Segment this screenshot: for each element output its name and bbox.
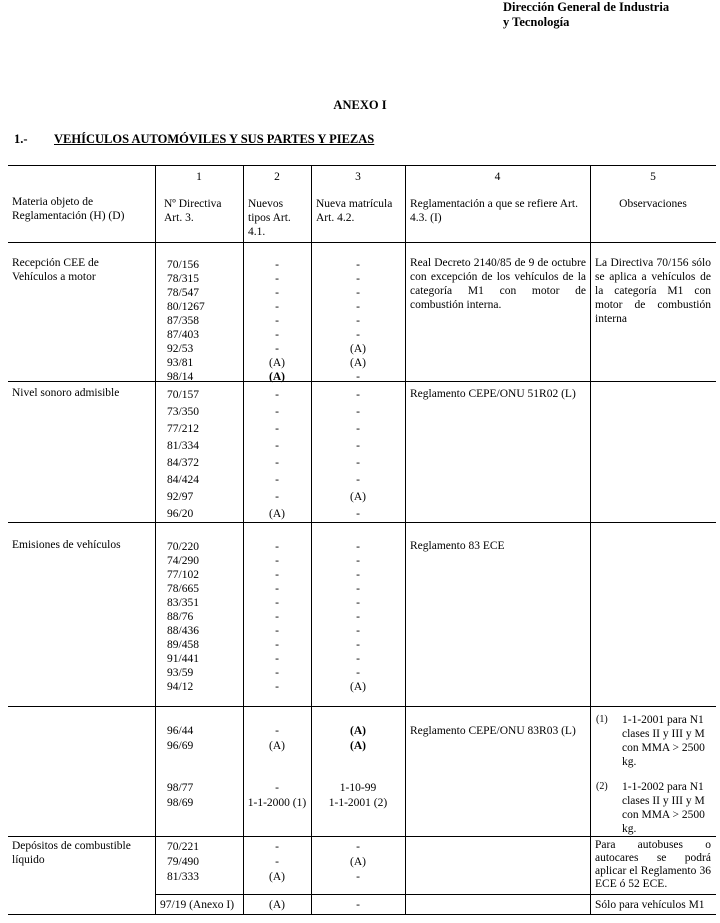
table-bottom-rule	[8, 914, 716, 915]
directiva-list: 70/221 79/490 81/333	[167, 841, 199, 883]
column-header-reglamentacion: Reglamentación a que se refiere Art. 4.3. (I)	[410, 198, 578, 224]
column-number: 2	[274, 171, 280, 183]
row-rule	[8, 836, 716, 837]
column-header-observaciones: Observaciones	[619, 198, 687, 210]
column-rule	[590, 165, 591, 914]
row-reglamentacion: Reglamento 83 ECE	[410, 540, 505, 552]
row-materia: Recepción CEE de Vehículos a motor	[12, 257, 99, 283]
row-materia: Nivel sonoro admisible	[12, 387, 120, 399]
column-rule	[405, 165, 406, 914]
nuevos-tipos-list: - - (A)	[269, 841, 285, 883]
column-header-nueva-matricula: Nueva matrícula Art. 4.2.	[316, 198, 393, 224]
header-bottom-rule	[8, 242, 716, 243]
row-reglamentacion: Reglamento CEPE/ONU 51R02 (L)	[410, 388, 576, 400]
row-materia: Emisiones de vehículos	[12, 539, 121, 551]
section-title: VEHÍCULOS AUTOMÓVILES Y SUS PARTES Y PIEZAS	[54, 132, 375, 146]
nuevos-tipos-cell: (A)	[269, 899, 285, 911]
row-rule	[8, 706, 716, 707]
row-reglamentacion: Real Decreto 2140/85 de 9 de octubre con excepción de los vehículos de la categoría M1 con motor de combustión interna.	[410, 257, 586, 311]
column-header-directiva: Nº Directiva Art. 3.	[164, 198, 222, 224]
header-line-2: y Tecnología	[503, 15, 570, 29]
row-reglamentacion: Reglamento CEPE/ONU 83R03 (L)	[410, 725, 576, 737]
nueva-matricula-list: - - - - - - - - - - (A)	[350, 541, 366, 693]
footnote-mark: (2)	[596, 781, 608, 792]
nuevos-tipos-list: - - - - - - - - - - -	[275, 541, 279, 693]
nueva-matricula-cell: -	[356, 899, 360, 911]
footnote-mark: (1)	[596, 714, 608, 725]
header-line-1: Dirección General de Industria	[503, 0, 670, 14]
column-header-materia: Materia objeto de Reglamentación (H) (D)	[12, 196, 125, 222]
nueva-matricula-list: 1-10-99 1-1-2001 (2)	[328, 782, 388, 809]
table-top-rule	[8, 165, 716, 166]
nuevos-tipos-list: - (A)	[269, 725, 285, 752]
row-observaciones: La Directiva 70/156 sólo se aplica a vehículos de la categoría M1 con motor de combustión interna	[595, 257, 711, 325]
section-number: 1.-	[14, 132, 28, 146]
column-number: 5	[650, 171, 656, 183]
row-observaciones: Para autobuses o autocares se podrá aplicar el Reglamento 36 ECE ó 52 ECE.	[595, 839, 711, 890]
row-materia: Depósitos de combustible líquido	[12, 840, 131, 866]
row-observaciones: 1-1-2002 para N1 clases II y III y M con MMA > 2500 kg.	[622, 781, 705, 835]
nuevos-tipos-list: - 1-1-2000 (1)	[247, 782, 307, 809]
row-rule	[155, 894, 716, 895]
nuevos-tipos-list: - - - - - - - (A) (A)	[269, 259, 285, 383]
nueva-matricula-list: - (A) -	[350, 841, 366, 883]
column-number: 3	[355, 171, 361, 183]
nueva-matricula-list: - - - - - - (A) (A) -	[350, 259, 366, 383]
row-observaciones: 1-1-2001 para N1 clases II y III y M con MMA > 2500 kg.	[622, 714, 705, 768]
directiva-list: 70/157 73/350 77/212 81/334 84/372 84/424 92/97 96/20	[167, 389, 199, 520]
header-organization	[503, 0, 669, 30]
nueva-matricula-list: - - - - - - (A) -	[350, 389, 366, 520]
directiva-list: 96/44 96/69	[167, 725, 194, 752]
nueva-matricula-list: (A) (A)	[350, 725, 366, 752]
column-number: 1	[196, 171, 202, 183]
directiva-list: 70/220 74/290 77/102 78/665 83/351 88/76 88/436 89/458 91/441 93/59 94/12	[167, 541, 199, 693]
column-rule	[155, 165, 156, 914]
directiva-list: 70/156 78/315 78/547 80/1267 87/358 87/403 92/53 93/81 98/14	[167, 259, 205, 383]
column-number: 4	[494, 171, 501, 183]
annex-title: ANEXO I	[333, 98, 387, 112]
column-header-nuevos-tipos: Nuevos tipos Art. 4.1.	[248, 198, 291, 238]
directiva-list: 98/77 98/69	[167, 782, 194, 809]
row-observaciones: Sólo para vehículos M1	[595, 899, 705, 911]
nuevos-tipos-list: - - - - - - - (A)	[269, 389, 285, 520]
directiva-cell: 97/19 (Anexo I)	[160, 899, 235, 911]
